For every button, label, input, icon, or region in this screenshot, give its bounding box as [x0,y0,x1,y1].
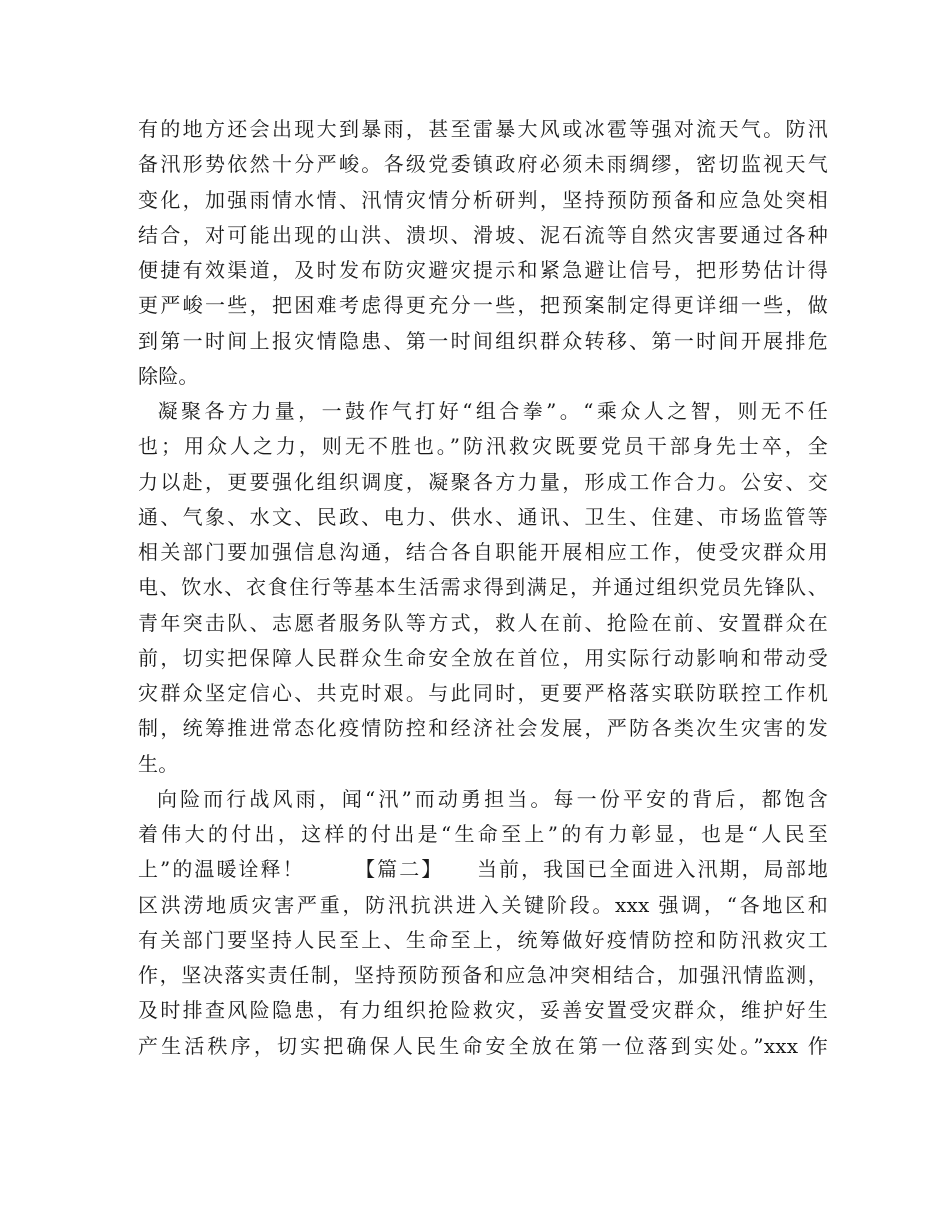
body-text [138,112,828,1064]
text-line: 向险而行战风雨，闻“汛”而动勇担当。每一份平安的背后，都饱含 [138,786,828,811]
text-line: 青年突击队、志愿者服务队等方式，救人在前、抢险在前、安置群众在 [138,610,828,635]
text-line: 也；用众人之力，则无不胜也。”防汛救灾既要党员干部身先士卒，全 [138,434,828,459]
text-line: 灾群众坚定信心、共克时艰。与此同时，更要严格落实联防联控工作机 [138,681,828,705]
text-line: 相关部门要加强信息沟通，结合各自职能开展相应工作，使受灾群众用 [138,540,828,564]
text-line: 电、饮水、衣食住行等基本生活需求得到满足，并通过组织党员先锋队、 [138,575,828,600]
text-line: 有的地方还会出现大到暴雨，甚至雷暴大风或冰雹等强对流天气。防汛 [138,117,828,141]
text-line: 区洪涝地质灾害严重，防汛抗洪进入关键阶段。xxx 强调，“各地区和 [138,892,828,917]
text-line: 上”的温暖诠释！ 【篇二】 当前，我国已全面进入汛期，局部地 [138,857,828,882]
text-line: 作，坚决落实责任制，坚持预防预备和应急冲突相结合，加强汛情监测， [138,963,828,987]
text-line: 通、气象、水文、民政、电力、供水、通讯、卫生、住建、市场监管等 [138,504,828,529]
text-line: 及时排查风险隐患，有力组织抢险救灾，妥善安置受灾群众，维护好生 [138,998,828,1023]
text-line: 更严峻一些，把困难考虑得更充分一些，把预案制定得更详细一些，做 [138,293,828,318]
text-line: 生。 [138,751,179,776]
text-line: 着伟大的付出，这样的付出是“生命至上”的有力彰显，也是“人民至 [138,822,828,846]
text-line: 结合，对可能出现的山洪、溃坝、滑坡、泥石流等自然灾害要通过各种 [138,222,828,247]
text-line: 变化，加强雨情水情、汛情灾情分析研判，坚持预防预备和应急处突相 [138,187,828,212]
text-line: 除险。 [138,363,199,388]
text-line: 到第一时间上报灾情隐患、第一时间组织群众转移、第一时间开展排危 [138,328,828,353]
text-line: 凝聚各方力量，一鼓作气打好“组合拳”。“乘众人之智，则无不任 [138,399,828,423]
text-line: 制，统筹推进常态化疫情防控和经济社会发展，严防各类次生灾害的发 [138,716,828,741]
text-line: 产生活秩序，切实把确保人民生命安全放在第一位落到实处。”xxx 作 [138,1033,828,1058]
text-line: 前，切实把保障人民群众生命安全放在首位，用实际行动影响和带动受 [138,645,828,670]
text-line: 力以赴，更要强化组织调度，凝聚各方力量，形成工作合力。公安、交 [138,469,828,494]
text-line: 便捷有效渠道，及时发布防灾避灾提示和紧急避让信号，把形势估计得 [138,258,828,282]
text-line: 有关部门要坚持人民至上、生命至上，统筹做好疫情防控和防汛救灾工 [138,927,828,952]
text-line: 备汛形势依然十分严峻。各级党委镇政府必须未雨绸缪，密切监视天气 [138,152,828,177]
